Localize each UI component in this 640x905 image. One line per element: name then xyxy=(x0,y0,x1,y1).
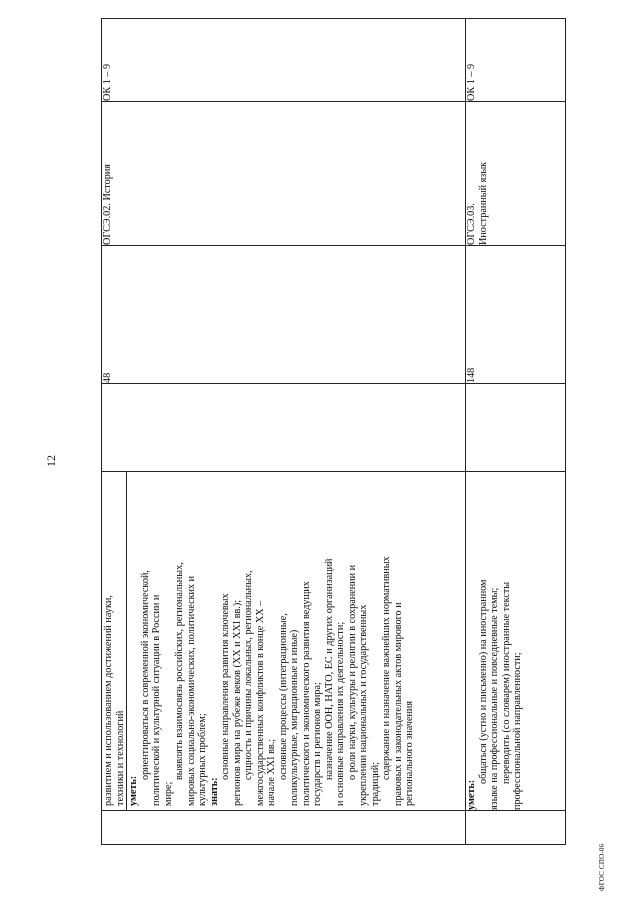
discipline-cell xyxy=(466,102,566,246)
requirement-line: регионального значения xyxy=(404,700,415,806)
requirements-text xyxy=(127,472,418,810)
section-heading: уметь: xyxy=(128,775,139,806)
carryover-line: развитием и использованием достижений науки, xyxy=(103,595,114,806)
table-row-history xyxy=(102,19,466,845)
competences-cell: ОК 1 – 9 xyxy=(102,19,466,102)
requirements-cell xyxy=(466,472,566,811)
requirement-line: культурных проблем; xyxy=(197,713,208,806)
section-heading: знать: xyxy=(208,777,220,806)
document-footer: ФГОС СПО-06 xyxy=(598,843,606,891)
requirement-line: поликультурные, миграционные и иные) xyxy=(289,629,300,806)
requirement-line: сущность и причины локальных, региональных, xyxy=(243,570,254,780)
empty-cell xyxy=(102,384,466,472)
requirement-line: укреплении национальных и государственных xyxy=(358,604,369,806)
requirement-line: традиций; xyxy=(369,761,381,806)
requirement-line: основные направления развития ключевых xyxy=(220,593,231,780)
carryover-text xyxy=(102,472,127,810)
hours-cell: 48 xyxy=(102,246,466,384)
requirement-line: языке на профессиональные и повседневные темы; xyxy=(489,587,500,810)
requirement-line: назначение ООН, НАТО, ЕС и других организаций xyxy=(323,558,335,780)
table-row-foreign-language xyxy=(466,19,566,845)
requirement-line: профессиональной направленности; xyxy=(512,652,523,810)
requirement-line: переводить (со словарем) иностранные тексты xyxy=(500,581,512,784)
requirement-line: политической и культурной ситуации в России и xyxy=(151,594,162,806)
section-heading: уметь: xyxy=(466,779,477,810)
requirement-line: регионов мира на рубеже веков (XX и XXI вв.); xyxy=(231,599,243,806)
hours-cell: 148 xyxy=(466,246,566,384)
discipline-cell xyxy=(102,102,466,246)
requirement-line: ориентироваться в современной экономической, xyxy=(139,570,151,780)
requirement-line: выявлять взаимосвязь российских, региональных, xyxy=(174,562,185,780)
index-cell xyxy=(466,811,566,845)
index-cell xyxy=(102,811,466,845)
discipline-name: Иностранный язык xyxy=(477,161,489,245)
curriculum-table xyxy=(101,18,566,845)
requirement-line: о роли науки, культуры и религии в сохранении и xyxy=(346,564,358,780)
requirement-line: государств и регионов мира; xyxy=(312,682,323,806)
requirements-cell xyxy=(102,472,466,811)
requirement-line: правовых и законодательных актов мирового и xyxy=(392,602,404,806)
requirement-line: начале XXI вв.; xyxy=(266,738,277,806)
requirement-line: межгосударственных конфликтов в конце XX – xyxy=(254,600,266,806)
discipline-code: ОГСЭ.03. xyxy=(466,203,477,245)
requirement-line: основные процессы (интеграционные, xyxy=(277,613,289,780)
discipline-name: ОГСЭ.02. История xyxy=(102,164,113,245)
carryover-line: техники и технологий xyxy=(114,710,126,806)
requirement-line: содержание и назначение важнейших нормативных xyxy=(381,556,392,780)
competences-cell: ОК 1 – 9 xyxy=(466,19,566,102)
requirement-line: мировых социально-экономических, политических и xyxy=(185,575,197,806)
empty-cell xyxy=(466,384,566,472)
requirement-line: общаться (устно и письменно) на иностранном xyxy=(477,579,489,784)
requirement-line: и основные направления их деятельности; xyxy=(335,621,346,806)
page-number: 12 xyxy=(44,455,58,467)
requirement-line: политического и экономического развития ведущих xyxy=(300,581,312,806)
requirement-line: мире; xyxy=(162,781,174,806)
